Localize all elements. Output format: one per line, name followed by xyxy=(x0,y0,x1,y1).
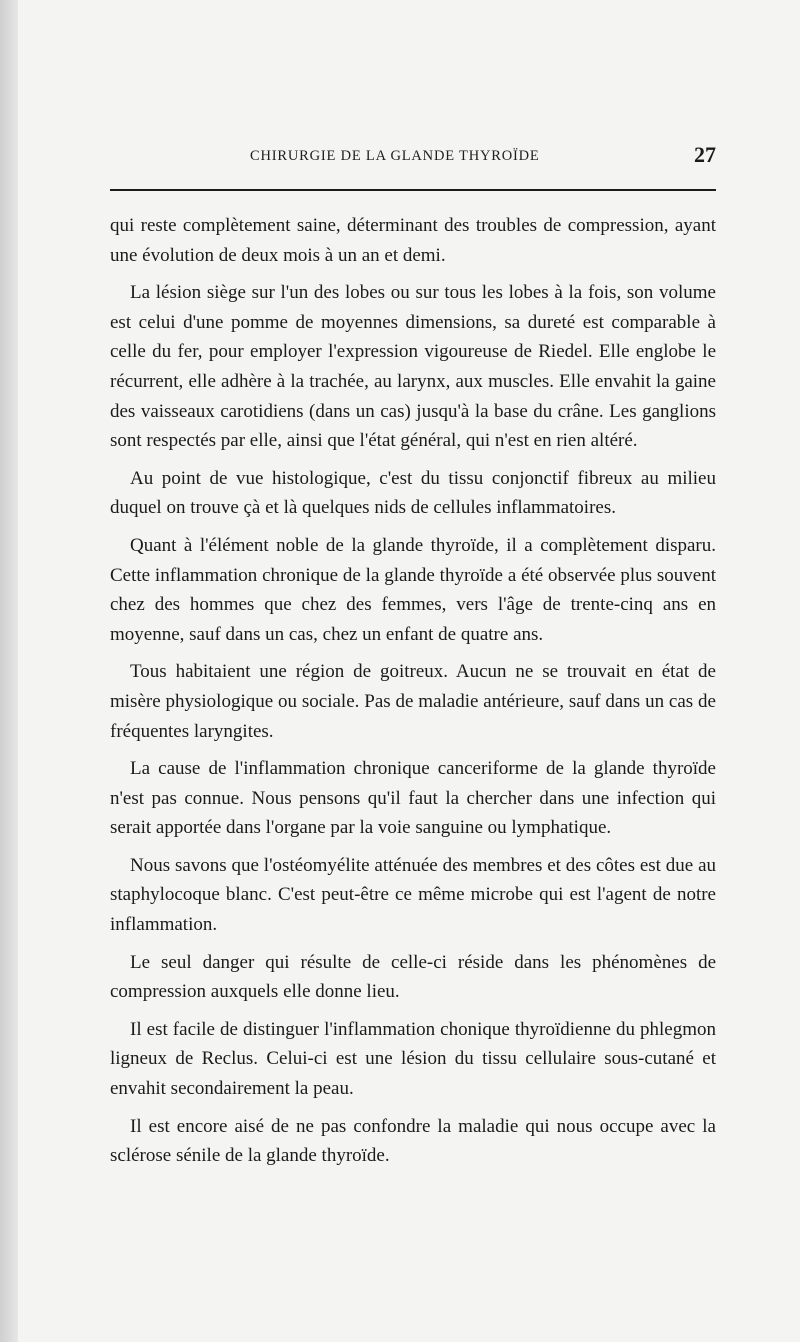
scan-edge xyxy=(0,0,18,1342)
paragraph-4: Quant à l'élément noble de la glande thyroïde, il a complètement disparu. Cette inflammation chronique de la glande thyroïde a été observée plus souvent chez des hommes que chez des femmes, vers l'âge de trente-cinq ans en moyenne, sauf dans un cas, chez un enfant de quatre ans. xyxy=(110,534,716,645)
running-title: CHIRURGIE DE LA GLANDE THYROÏDE xyxy=(250,148,540,164)
body-text xyxy=(110,211,716,1179)
paragraph-9: Il est facile de distinguer l'inflammation chonique thyroïdienne du phlegmon ligneux de Reclus. Celui-ci est une lésion du tissu cellulaire sous-cutané et envahit secondairement la peau. xyxy=(110,1018,716,1100)
paragraph-5: Tous habitaient une région de goitreux. Aucun ne se trouvait en état de misère physiologique ou sociale. Pas de maladie antérieure, sauf dans un cas de fréquentes laryngites. xyxy=(110,661,716,742)
paragraph-3: Au point de vue histologique, c'est du tissu conjonctif fibreux au milieu duquel on trouve çà et là quelques nids de cellules inflammatoires. xyxy=(110,467,716,519)
page-header xyxy=(104,142,716,182)
header-rule xyxy=(110,189,716,191)
paragraph-10: Il est encore aisé de ne pas confondre la maladie qui nous occupe avec la sclérose sénile de la glande thyroïde. xyxy=(110,1115,716,1167)
paragraph-8: Le seul danger qui résulte de celle-ci réside dans les phénomènes de compression auxquels elle donne lieu. xyxy=(110,951,716,1003)
page-number: 27 xyxy=(694,142,716,167)
paragraph-7: Nous savons que l'ostéomyélite atténuée des membres et des côtes est due au staphylocoque blanc. C'est peut-être ce même microbe qui est l'agent de notre inflammation. xyxy=(110,854,716,936)
paragraph-6: La cause de l'inflammation chronique canceriforme de la glande thyroïde n'est pas connue. Nous pensons qu'il faut la chercher dans une infection qui serait apportée dans l'organe par la voie sanguine ou lymphatique. xyxy=(110,758,716,839)
book-page xyxy=(18,0,800,1342)
paragraph-1: qui reste complètement saine, déterminant des troubles de compression, ayant une évolution de deux mois à un an et demi. xyxy=(110,215,716,266)
paragraph-2: La lésion siège sur l'un des lobes ou sur tous les lobes à la fois, son volume est celui d'une pomme de moyennes dimensions, sa dureté est comparable à celle du fer, pour employer l'expression vigoureuse de Riedel. Elle englobe le récurrent, elle adhère à la trachée, au larynx, aux muscles. Elle envahit la gaine des vaisseaux carotidiens (dans un cas) jusqu'à la base du crâne. Les ganglions sont respectés par elle, ainsi que l'état général, qui n'est en rien altéré. xyxy=(110,282,716,452)
